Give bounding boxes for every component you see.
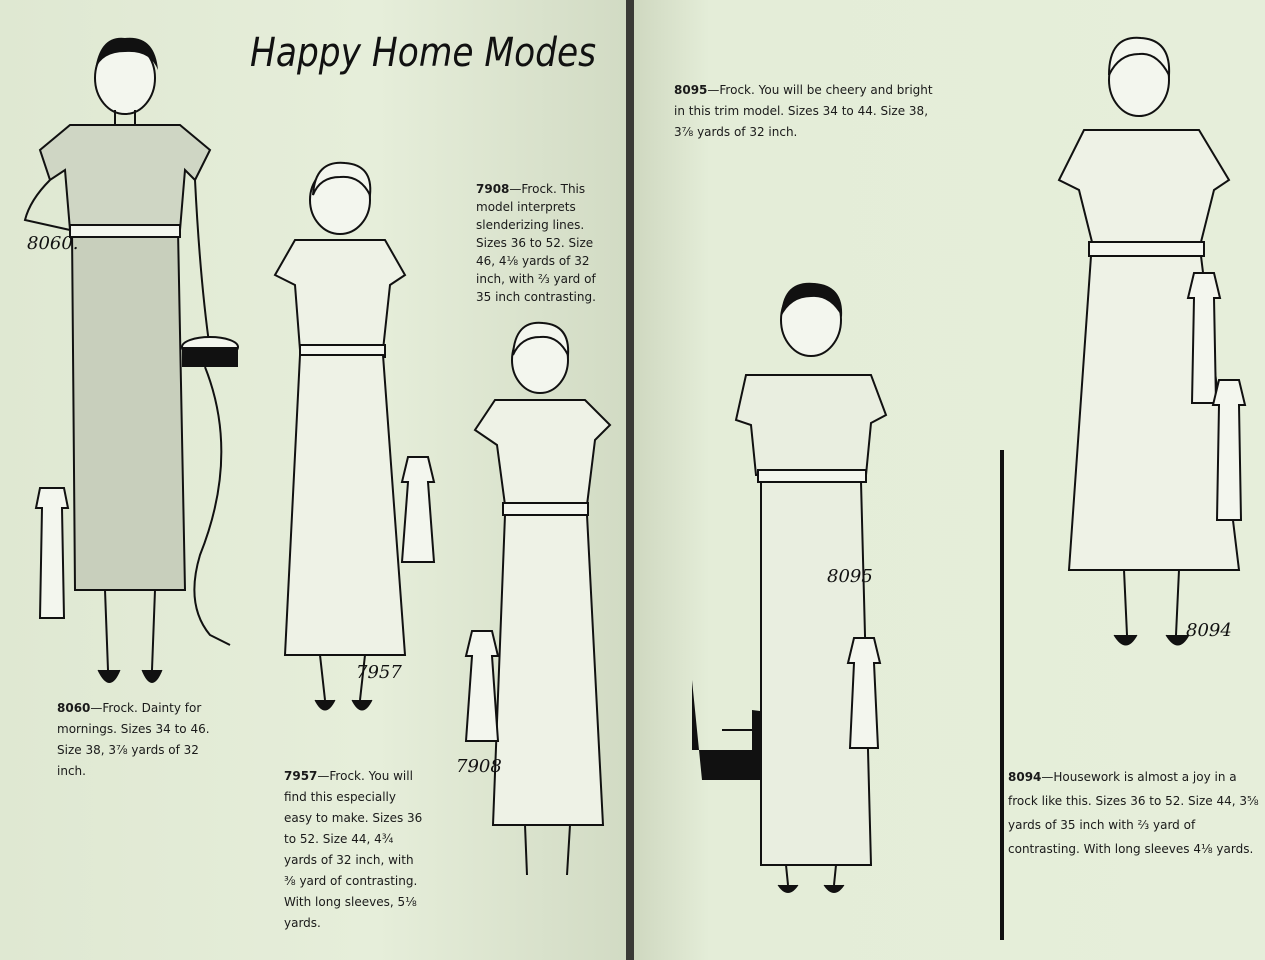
pattern-number-7908: 7908 (456, 756, 502, 777)
caption-code-8060: 8060 (57, 701, 91, 715)
caption-text-7957: —Frock. You will find this especially easy to make. Sizes 36 to 52. Size 44, 4¾ yards of 32 inch, with ⅜ yard of contrasting. With long sleeves, 5⅛ yards. (284, 769, 423, 930)
pattern-number-8060: 8060. (27, 233, 79, 254)
caption-text-8095: —Frock. You will be cheery and bright in this trim model. Sizes 34 to 44. Size 38, 3⅞ yards of 32 inch. (674, 83, 933, 139)
caption-code-8094: 8094 (1008, 770, 1042, 784)
right-page (634, 0, 1265, 960)
illustration-7957 (255, 155, 425, 735)
pattern-number-8095: 8095 (827, 566, 873, 587)
caption-7957 (284, 766, 424, 934)
flat-sketch-8094-b (1209, 375, 1249, 525)
flat-sketch-8060 (32, 483, 72, 623)
left-page (0, 0, 626, 960)
book-gutter (626, 0, 634, 960)
caption-code-7908: 7908 (476, 182, 510, 196)
flat-sketch-8095 (844, 633, 884, 753)
page-title: Happy Home Modes (250, 30, 597, 76)
caption-7908 (476, 180, 598, 306)
illustration-7908 (455, 315, 625, 915)
caption-8095 (674, 80, 939, 143)
table-prop (180, 335, 250, 655)
caption-code-8095: 8095 (674, 83, 708, 97)
flat-sketch-7957 (398, 452, 438, 567)
caption-code-7957: 7957 (284, 769, 318, 783)
illustration-8094 (1029, 30, 1265, 680)
caption-text-8094: —Housework is almost a joy in a frock like this. Sizes 36 to 52. Size 44, 3⅝ yards of 35 inch with ⅔ yard of contrasting. With long sleeves 4⅛ yards. (1008, 770, 1259, 856)
caption-text-7908: —Frock. This model interprets slenderizing lines. Sizes 36 to 52. Size 46, 4⅛ yards of 32 inch, with ⅔ yard of 35 inch contrasting. (476, 182, 596, 304)
flat-sketch-7908 (462, 626, 502, 746)
caption-8060 (57, 698, 217, 782)
caption-8094 (1008, 765, 1265, 861)
illustration-8095 (706, 275, 906, 905)
pattern-number-7957: 7957 (356, 662, 402, 683)
caption-text-8060: —Frock. Dainty for mornings. Sizes 34 to 46. Size 38, 3⅞ yards of 32 inch. (57, 701, 210, 778)
pattern-number-8094: 8094 (1186, 620, 1232, 641)
